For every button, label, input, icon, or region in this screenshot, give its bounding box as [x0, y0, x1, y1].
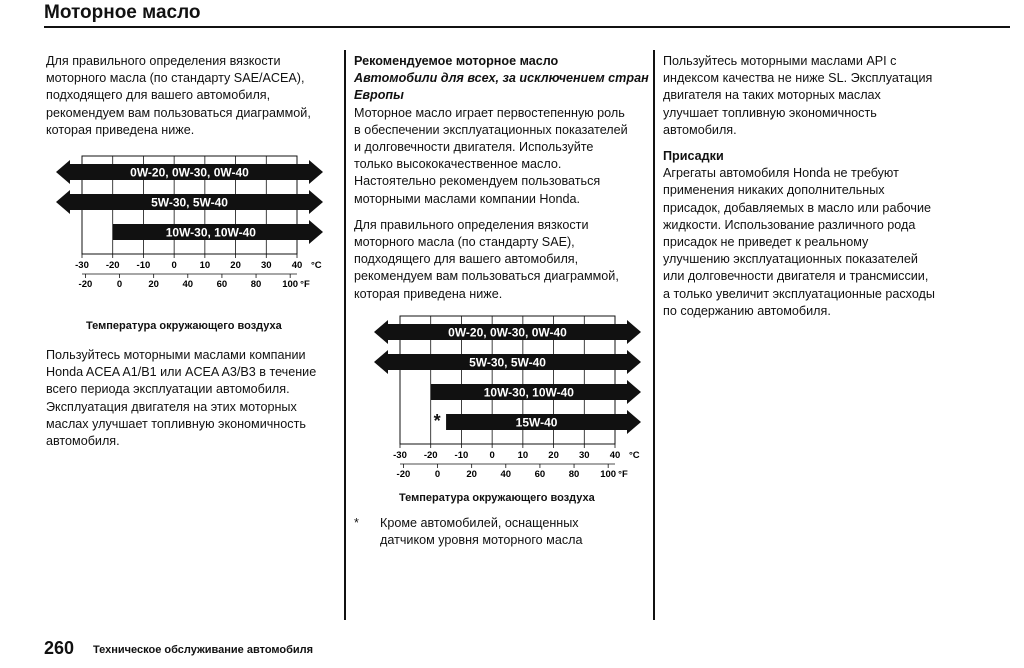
- fahrenheit-tick-label: 60: [534, 469, 546, 480]
- celsius-tick-label: -30: [393, 450, 407, 461]
- celsius-tick-label: 20: [230, 260, 241, 271]
- col3-heading: Присадки: [663, 149, 724, 164]
- col2-para1-line: и долговечности двигателя. Используйте: [354, 140, 594, 155]
- viscosity-bar-label: 0W-20, 0W-30, 0W-40: [448, 325, 567, 340]
- viscosity-bar-label: 5W-30, 5W-40: [151, 195, 228, 210]
- col3-para2-line: улучшению эксплуатационных показателей: [663, 252, 918, 267]
- celsius-tick-label: -20: [423, 450, 438, 461]
- celsius-tick-label: 30: [578, 450, 590, 461]
- col2-footnote: [354, 515, 649, 549]
- fahrenheit-tick-label: 60: [216, 279, 228, 290]
- col3-para1-line: Пользуйтесь моторными маслами API с: [663, 54, 897, 68]
- col1-body: [46, 347, 336, 450]
- fahrenheit-tick-label: 40: [500, 469, 512, 480]
- celsius-tick-label: -10: [136, 260, 151, 271]
- col2-para2-line: рекомендуем вам пользоваться диаграммой,: [354, 269, 619, 284]
- col2-para1-line: Моторное масло играет первостепенную роль: [354, 105, 625, 120]
- col3-para2-line: Агрегаты автомобиля Honda не требуют: [663, 166, 899, 181]
- col3-text: [663, 53, 963, 320]
- col3-para2-line: по содержанию автомобиля.: [663, 303, 831, 318]
- viscosity-chart-2: [368, 312, 648, 488]
- fahrenheit-tick-label: 100: [600, 469, 617, 480]
- footer-section: Техническое обслуживание автомобиля: [93, 644, 314, 656]
- col2-para1-line: моторными маслами компании Honda.: [354, 191, 580, 206]
- footnote-line: Кроме автомобилей, оснащенных: [380, 516, 579, 530]
- fahrenheit-tick-label: 20: [148, 279, 159, 290]
- celsius-unit: °C: [311, 260, 322, 271]
- fahrenheit-unit: °F: [618, 469, 628, 480]
- col1-intro-line: моторного масла (по стандарту SAE/ACEA),: [46, 71, 305, 86]
- col3-para2-line: присадок не приведет к реальному: [663, 235, 869, 250]
- fahrenheit-tick-label: 80: [250, 279, 262, 290]
- fahrenheit-tick-label: -20: [396, 469, 411, 480]
- col2-para1-line: только высококачественное масло.: [354, 157, 562, 172]
- col3-para2-line: применения никаких дополнительных: [663, 183, 885, 198]
- col3-para1-line: автомобиля.: [663, 122, 737, 137]
- col1-body-line: маслах улучшает топливную экономичность: [46, 416, 306, 431]
- page-number: 260: [44, 638, 75, 658]
- col1-body-line: Эксплуатация двигателя на этих моторных: [46, 399, 297, 414]
- col3-para1-line: улучшает топливную экономичность: [663, 105, 877, 120]
- celsius-tick-label: 10: [517, 450, 529, 461]
- col2-subheading-line: Европы: [354, 88, 404, 103]
- viscosity-bar-label: 5W-30, 5W-40: [469, 355, 546, 370]
- chart2-caption: Температура окружающего воздуха: [399, 492, 595, 504]
- col3-para1-line: двигателя на таких моторных маслах: [663, 88, 881, 103]
- col1-intro-line: Для правильного определения вязкости: [46, 54, 281, 68]
- col2-heading: Рекомендуемое моторное масло: [354, 54, 559, 68]
- col1-intro: [46, 53, 336, 139]
- col2-para1-line: в обеспечении эксплуатационных показателей: [354, 122, 628, 137]
- col2-text: [354, 53, 649, 303]
- col2-para2-line: которая приведена ниже.: [354, 286, 503, 301]
- col1-body-line: Honda ACEA A1/B1 или ACEA A3/B3 в течение: [46, 365, 317, 380]
- page-title: Моторное масло: [44, 2, 201, 23]
- celsius-tick-label: -10: [454, 450, 469, 461]
- fahrenheit-unit: °F: [300, 279, 310, 290]
- spacer: [354, 208, 649, 217]
- column-divider-1: [344, 50, 346, 620]
- celsius-tick-label: 0: [489, 450, 495, 461]
- col2-subheading-line: Автомобили для всех, за исключением стран: [354, 71, 649, 86]
- celsius-tick-label: 30: [260, 260, 272, 271]
- col1-body-line: Пользуйтесь моторными маслами компании: [46, 348, 306, 362]
- col1-body-line: всего периода эксплуатации автомобиля.: [46, 382, 290, 397]
- col2-para2-line: моторного масла (по стандарту SAE),: [354, 235, 575, 250]
- column-divider-2: [653, 50, 655, 620]
- fahrenheit-tick-label: 0: [434, 469, 441, 480]
- celsius-tick-label: 40: [609, 450, 621, 461]
- fahrenheit-tick-label: 80: [568, 469, 580, 480]
- spacer: [663, 139, 963, 148]
- celsius-unit: °C: [629, 450, 640, 461]
- col3-para2-line: или долговечности двигателя и трансмиссии,: [663, 269, 929, 284]
- celsius-tick-label: 0: [171, 260, 177, 271]
- col3-para2-line: присадок, добавляемых в масло или рабочие: [663, 200, 931, 215]
- col2-para1-line: Настоятельно рекомендуем пользоваться: [354, 174, 601, 189]
- viscosity-bar-label: 10W-30, 10W-40: [165, 225, 256, 240]
- fahrenheit-tick-label: 100: [282, 279, 299, 290]
- celsius-tick-label: -30: [75, 260, 89, 271]
- col2-para2-line: Для правильного определения вязкости: [354, 217, 589, 232]
- fahrenheit-tick-label: 20: [466, 469, 477, 480]
- celsius-tick-label: 40: [291, 260, 303, 271]
- viscosity-bar-label: 0W-20, 0W-30, 0W-40: [130, 165, 249, 180]
- viscosity-bar-label: 15W-40: [515, 415, 558, 430]
- viscosity-bar-label: 10W-30, 10W-40: [483, 385, 574, 400]
- col1-intro-line: которая приведена ниже.: [46, 122, 195, 137]
- celsius-tick-label: -20: [105, 260, 120, 271]
- col2-para2-line: подходящего для вашего автомобиля,: [354, 252, 579, 267]
- viscosity-chart-1: [50, 152, 330, 312]
- celsius-tick-label: 10: [199, 260, 211, 271]
- col1-intro-line: рекомендуем вам пользоваться диаграммой,: [46, 105, 311, 120]
- col3-para1-line: индексом качества не ниже SL. Эксплуатация: [663, 71, 933, 86]
- col3-para2-line: жидкости. Использование различного рода: [663, 217, 916, 232]
- celsius-tick-label: 20: [548, 450, 559, 461]
- header-rule: [44, 26, 1010, 28]
- col1-intro-line: подходящего для вашего автомобиля,: [46, 88, 271, 103]
- footnote-line: датчиком уровня моторного масла: [380, 533, 583, 548]
- fahrenheit-tick-label: -20: [78, 279, 93, 290]
- fahrenheit-tick-label: 40: [182, 279, 194, 290]
- col3-para2-line: а только увеличит эксплуатационные расходы: [663, 286, 935, 301]
- chart1-caption: Температура окружающего воздуха: [86, 320, 282, 332]
- col1-body-line: автомобиля.: [46, 434, 120, 449]
- fahrenheit-tick-label: 0: [116, 279, 123, 290]
- footnote-mark: *: [354, 516, 359, 530]
- footnote-marker: *: [433, 411, 441, 431]
